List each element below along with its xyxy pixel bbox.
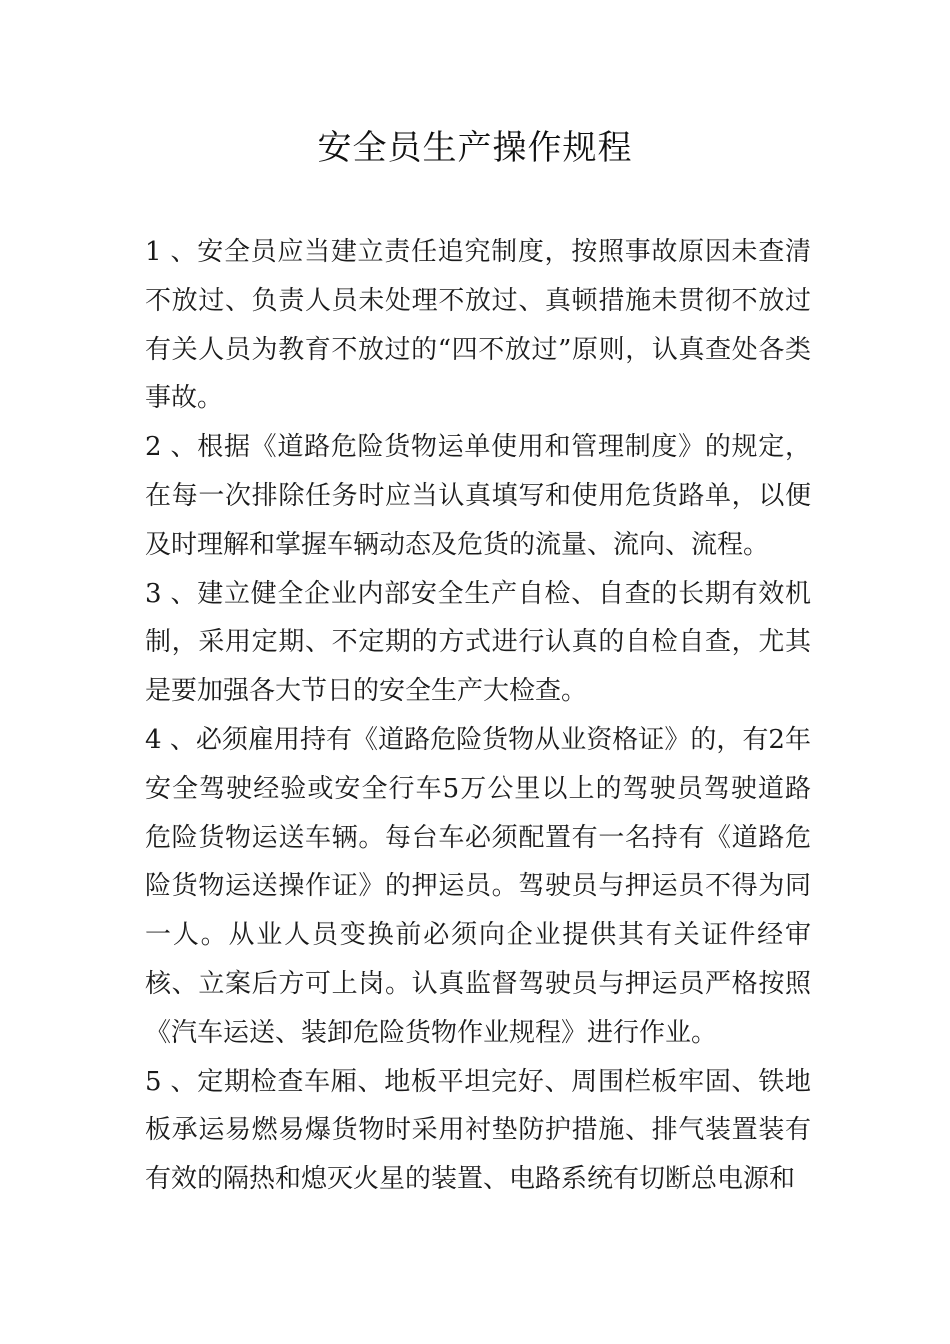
paragraph-3: 3 、建立健全企业内部安全生产自检、自查的长期有效机制，采用定期、不定期的方式进行认真的自检自查，尤其是要加强各大节日的安全生产大检查。 — [145, 578, 811, 707]
paragraph-5: 5 、定期检查车厢、地板平坦完好、周围栏板牢固、铁地板承运易燃易爆货物时采用衬垫防护措施、排气装置装有有效的隔热和熄灭火星的装置、电路系统有切断总电源和 — [145, 1066, 811, 1195]
document-title: 安全员生产操作规程 — [317, 128, 633, 168]
paragraph-1: 1 、安全员应当建立责任追究制度，按照事故原因未查清不放过、负责人员未处理不放过、真顿措施未贯彻不放过有关人员为教育不放过的“四不放过”原则，认真查处各类事故。 — [145, 237, 811, 414]
paragraph-4: 4 、必须雇用持有《道路危险货物从业资格证》的，有2年安全驾驶经验或安全行车5万公里以上的驾驶员驾驶道路危险货物运送车辆。每台车必须配置有一名持有《道路危险货物运送操作证》的押运员。驾驶员与押运员不得为同一人。从业人员变换前必须向企业提供其有关证件经审核、立案后方可上岗。认真监督驾驶员与押运员严格按照《汽车运送、装卸危险货物作业规程》进行作业。 — [145, 724, 811, 1048]
document-body — [145, 228, 811, 1204]
paragraph-2: 2 、根据《道路危险货物运单使用和管理制度》的规定，在每一次排除任务时应当认真填写和使用危货路单，以便及时理解和掌握车辆动态及危货的流量、流向、流程。 — [145, 432, 811, 560]
